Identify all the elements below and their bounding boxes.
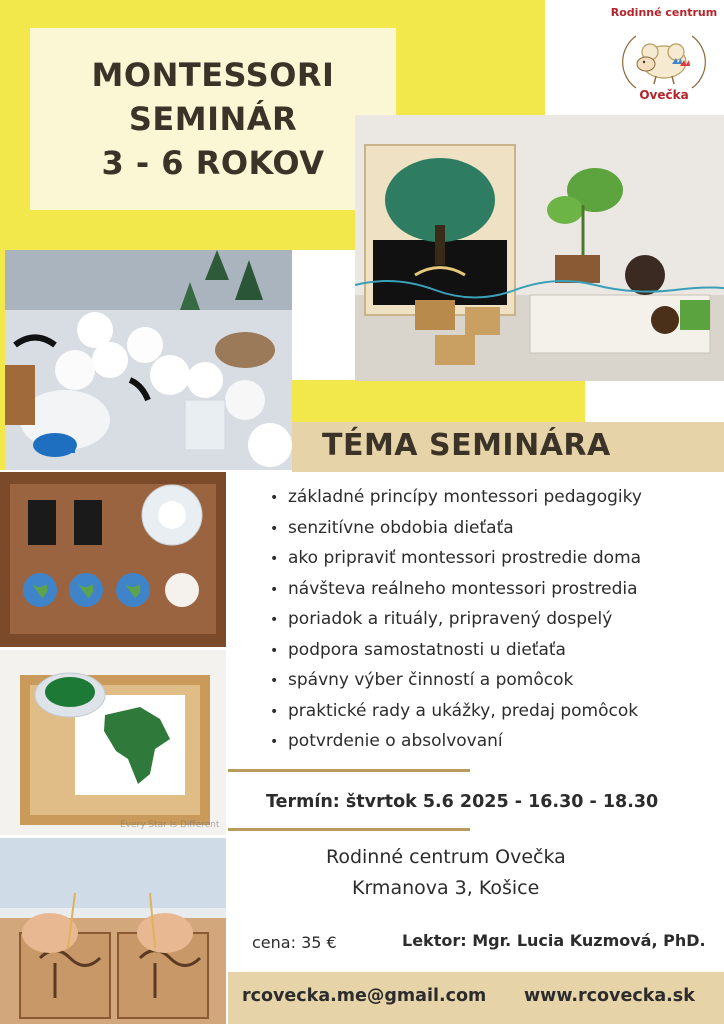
bullet: • [270, 703, 279, 720]
list-item [270, 482, 642, 513]
africa-basket-photo [0, 650, 226, 835]
bullet: • [270, 490, 279, 506]
list-item [270, 665, 642, 696]
tracing-board-photo [0, 838, 226, 1024]
list-item [270, 696, 642, 727]
topic-text: poriadok a rituály, pripravený dospelý [288, 609, 613, 629]
topic-text: základné princípy montessori pedagogiky [288, 487, 642, 507]
bullet: • [270, 551, 279, 567]
email-link[interactable]: rcovecka.me@gmail.com [242, 986, 487, 1006]
topic-text: praktické rady a ukážky, predaj pomôcok [288, 700, 639, 721]
venue-line-2: Krmanova 3, Košice [352, 877, 540, 899]
title-line-1: MONTESSORI [91, 56, 335, 94]
list-item [270, 726, 642, 757]
termin-text: Termín: štvrtok 5.6 2025 - 16.30 - 18.30 [266, 792, 659, 812]
venue-line-1: Rodinné centrum Ovečka [326, 846, 566, 868]
title-box [30, 28, 396, 210]
topics-list [270, 482, 642, 757]
list-item [270, 513, 642, 544]
bullet: • [270, 612, 279, 628]
topic-text: návšteva reálneho montessori prostredia [288, 578, 638, 599]
tree-puzzle-photo [355, 115, 724, 381]
divider-1 [228, 769, 470, 772]
yellow-background-middle [290, 380, 585, 422]
website-link[interactable]: www.rcovecka.sk [524, 986, 695, 1006]
bullet: • [270, 520, 279, 537]
topic-text: potvrdenie o absolvovaní [288, 731, 503, 751]
logo [606, 6, 722, 106]
title-line-3: 3 - 6 ROKOV [101, 144, 325, 182]
bullet: • [270, 734, 279, 750]
topic-text: ako pripraviť montessori prostredie doma [288, 548, 642, 568]
list-item [270, 543, 642, 574]
bullet: • [270, 673, 279, 689]
topic-text: podpora samostatnosti u dieťaťa [288, 639, 566, 660]
lecturer-text: Lektor: Mgr. Lucia Kuzmová, PhD. [402, 931, 706, 950]
logo-text-top: Rodinné centrum [610, 6, 718, 19]
topic-text: senzitívne obdobia dieťaťa [288, 517, 514, 538]
topic-text: spávny výber činností a pomôcok [288, 670, 574, 690]
list-item [270, 604, 642, 635]
logo-text-bottom: Ovečka [639, 88, 689, 102]
bullet: • [270, 581, 279, 598]
section-heading: TÉMA SEMINÁRA [322, 428, 611, 463]
title-line-2: SEMINÁR [128, 100, 298, 138]
price-text: cena: 35 € [252, 933, 337, 952]
earth-tray-photo [0, 472, 226, 647]
list-item [270, 635, 642, 666]
arctic-sensory-bin-photo [5, 250, 292, 470]
divider-2 [228, 828, 470, 831]
bullet: • [270, 642, 279, 659]
list-item [270, 574, 642, 605]
photo-watermark: Every Star Is Different [120, 820, 220, 830]
